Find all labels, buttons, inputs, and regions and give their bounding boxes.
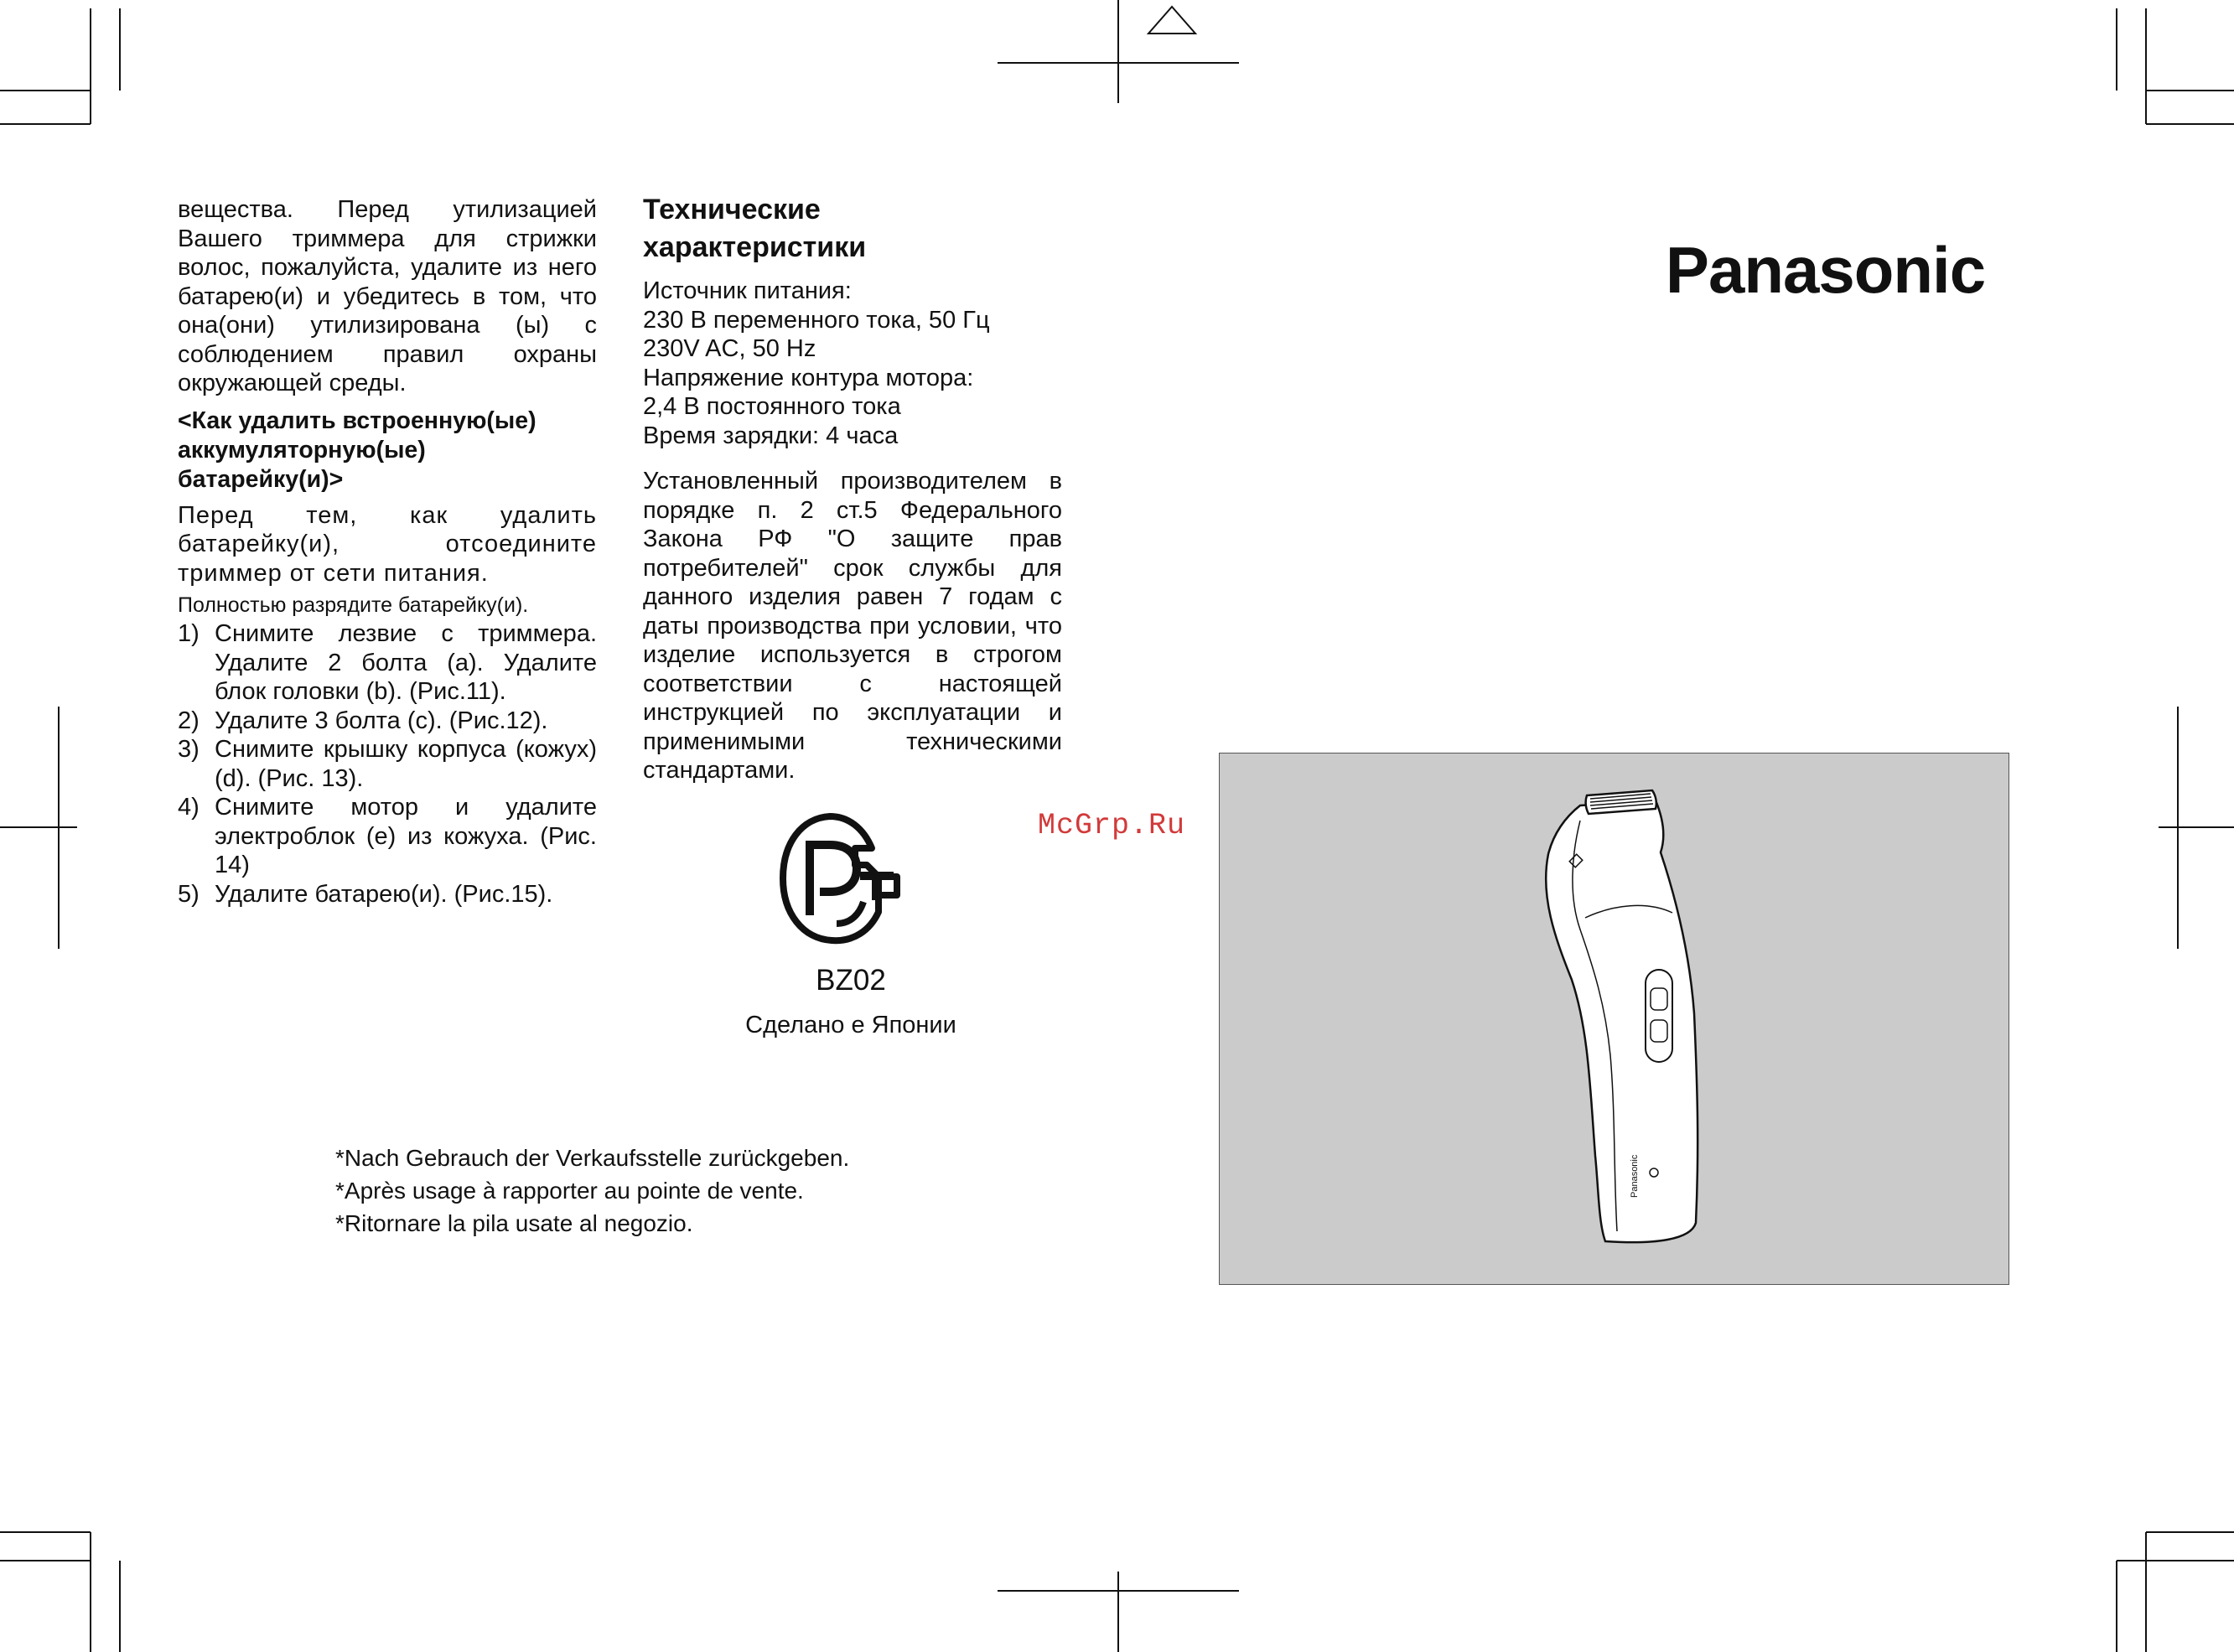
returns-line-it: *Ritornare la pila usate al negozio. [335,1210,693,1236]
returns-line-de: *Nach Gebrauch der Verkaufsstelle zurückgeben. [335,1145,850,1171]
removal-steps-list [178,619,597,909]
triangle-marker-icon [1148,7,1195,34]
spec-line: 230V AC, 50 Hz [643,335,816,362]
list-item: 3) Снимите крышку корпуса (кожух) (d). (Рис. 13). [178,736,597,792]
specs-column [643,191,1062,785]
returns-notice [335,1142,849,1240]
intro-paragraph: вещества. Перед утилизацией Вашего триммера для стрижки волос, пожалуйста, удалите из него батарею(и) и убедитесь в том, что она(они) утилизирована (ы) с соблюдением правил охраны окружающей среды. [178,196,597,396]
specs-title: Технические характеристики [643,194,867,263]
device-brand-label: Panasonic [1630,1154,1640,1198]
list-item: 5) Удалите батарею(и). (Рис.15). [178,880,553,908]
spec-line: Источник питания: [643,277,852,304]
product-illustration [1219,753,2009,1285]
model-code: BZ02 [816,964,886,997]
disconnect-paragraph: Перед тем, как удалить батарейку(и), отсоедините триммер от сети питания. [178,501,597,587]
discharge-note: Полностью разрядите батарейку(и). [178,593,529,617]
service-life-paragraph: Установленный производителем в порядке п. 2 ст.5 Федерального Закона РФ "О защите прав потребителей" срок службы для данного изделия равен 7 годам с даты производства при условии, что изделие используется в строгом соответствии с настоящей инструкцией по эксплуатации и применимыми техническими стандартами. [643,468,1062,784]
spec-line: Время зарядки: 4 часа [643,422,899,449]
list-item: 2) Удалите 3 болта (c). (Рис.12). [178,707,548,734]
made-in-label: Сделано е Японии [745,1012,956,1038]
list-item: 1) Снимите лезвие с триммера. Удалите 2 болта (a). Удалите блок головки (b). (Рис.11). [178,620,597,705]
pct-certification-mark [780,811,905,945]
left-column [178,195,597,909]
watermark: McGrp.Ru [1038,809,1186,842]
hair-trimmer-illustration [1220,753,2009,1284]
battery-removal-heading: <Как удалить встроенную(ые) аккумуляторную(ые) батарейку(и)> [178,407,536,493]
brand-logo: Panasonic [1665,233,1986,307]
spec-line: 230 В переменного тока, 50 Гц [643,306,990,334]
returns-line-fr: *Après usage à rapporter au pointe de vente. [335,1178,804,1204]
specs-list [643,277,1062,450]
spec-line: Напряжение контура мотора: [643,364,974,391]
spec-line: 2,4 В постоянного тока [643,393,901,420]
list-item: 4) Снимите мотор и удалите электроблок (e) из кожуха. (Рис. 14) [178,794,597,878]
